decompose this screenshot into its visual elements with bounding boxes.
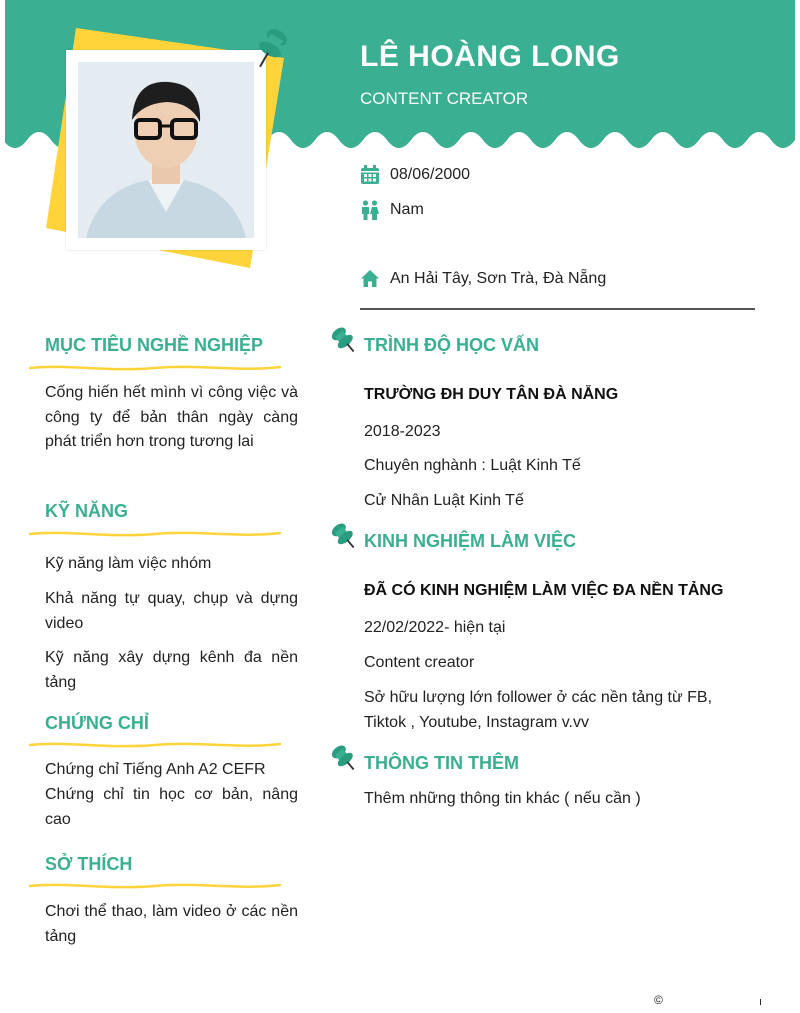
objective-title: MỤC TIÊU NGHỀ NGHIỆP [45, 335, 264, 355]
profile-photo [78, 62, 254, 238]
skill-item: Khả năng tự quay, chụp và dựng video [45, 590, 298, 632]
experience-headline: ĐÃ CÓ KINH NGHIỆM LÀM VIỆC ĐA NỀN TẢNG [364, 582, 724, 599]
footer-copyright: © [654, 993, 663, 1007]
candidate-name: LÊ HOÀNG LONG [360, 40, 620, 73]
home-icon [360, 269, 380, 289]
dob-value: 08/06/2000 [390, 166, 471, 183]
hobbies-underline [28, 880, 282, 892]
skills-title: KỸ NĂNG [45, 501, 129, 521]
experience-description: Sở hữu lượng lớn follower ở các nền tảng từ FB, Tiktok , Youtube, Instagram v.vv [364, 689, 713, 731]
more-info-title: THÔNG TIN THÊM [364, 753, 519, 773]
education-degree: Cử Nhân Luật Kinh Tế [364, 492, 524, 509]
candidate-role: CONTENT CREATOR [360, 89, 529, 108]
pin-icon [330, 326, 358, 356]
address-value: An Hải Tây, Sơn Trà, Đà Nẵng [390, 270, 607, 287]
pin-icon [330, 522, 358, 552]
objective-text: Cống hiến hết mình vì công việc và công ty để bản thân ngày càng phát triển hơn trong tương lai [45, 384, 298, 450]
objective-underline [28, 362, 282, 374]
gender-value: Nam [390, 201, 424, 218]
address-row [360, 269, 606, 289]
experience-position: Content creator [364, 654, 475, 671]
experience-period: 22/02/2022- hiện tại [364, 619, 506, 636]
more-info-text: Thêm những thông tin khác ( nếu cần ) [364, 790, 641, 807]
dob-row [360, 165, 470, 185]
contact-divider [360, 308, 755, 310]
gender-row [360, 200, 424, 220]
skill-item: Kỹ năng làm việc nhóm [45, 555, 212, 572]
education-major: Chuyên nghành : Luật Kinh Tế [364, 457, 581, 474]
pin-icon [252, 26, 292, 72]
pin-icon [330, 744, 358, 774]
education-title: TRÌNH ĐỘ HỌC VẤN [364, 335, 539, 355]
skills-underline [28, 528, 282, 540]
people-icon [360, 200, 380, 220]
certificate-item: Chứng chỉ tin học cơ bản, nâng cao [45, 786, 298, 828]
hobbies-title: SỞ THÍCH [45, 854, 133, 874]
certificates-underline [28, 739, 282, 751]
certificate-item: Chứng chỉ Tiếng Anh A2 CEFR [45, 761, 266, 778]
hobbies-text: Chơi thể thao, làm video ở các nền tảng [45, 903, 298, 945]
experience-title: KINH NGHIỆM LÀM VIỆC [364, 531, 577, 551]
education-years: 2018-2023 [364, 423, 441, 440]
certificates-title: CHỨNG CHỈ [45, 713, 149, 733]
calendar-icon [360, 165, 380, 185]
skill-item: Kỹ năng xây dựng kênh đa nền tảng [45, 649, 298, 691]
school-name: TRƯỜNG ĐH DUY TÂN ĐÀ NẴNG [364, 386, 619, 403]
footer-tick: ı [759, 996, 763, 1008]
